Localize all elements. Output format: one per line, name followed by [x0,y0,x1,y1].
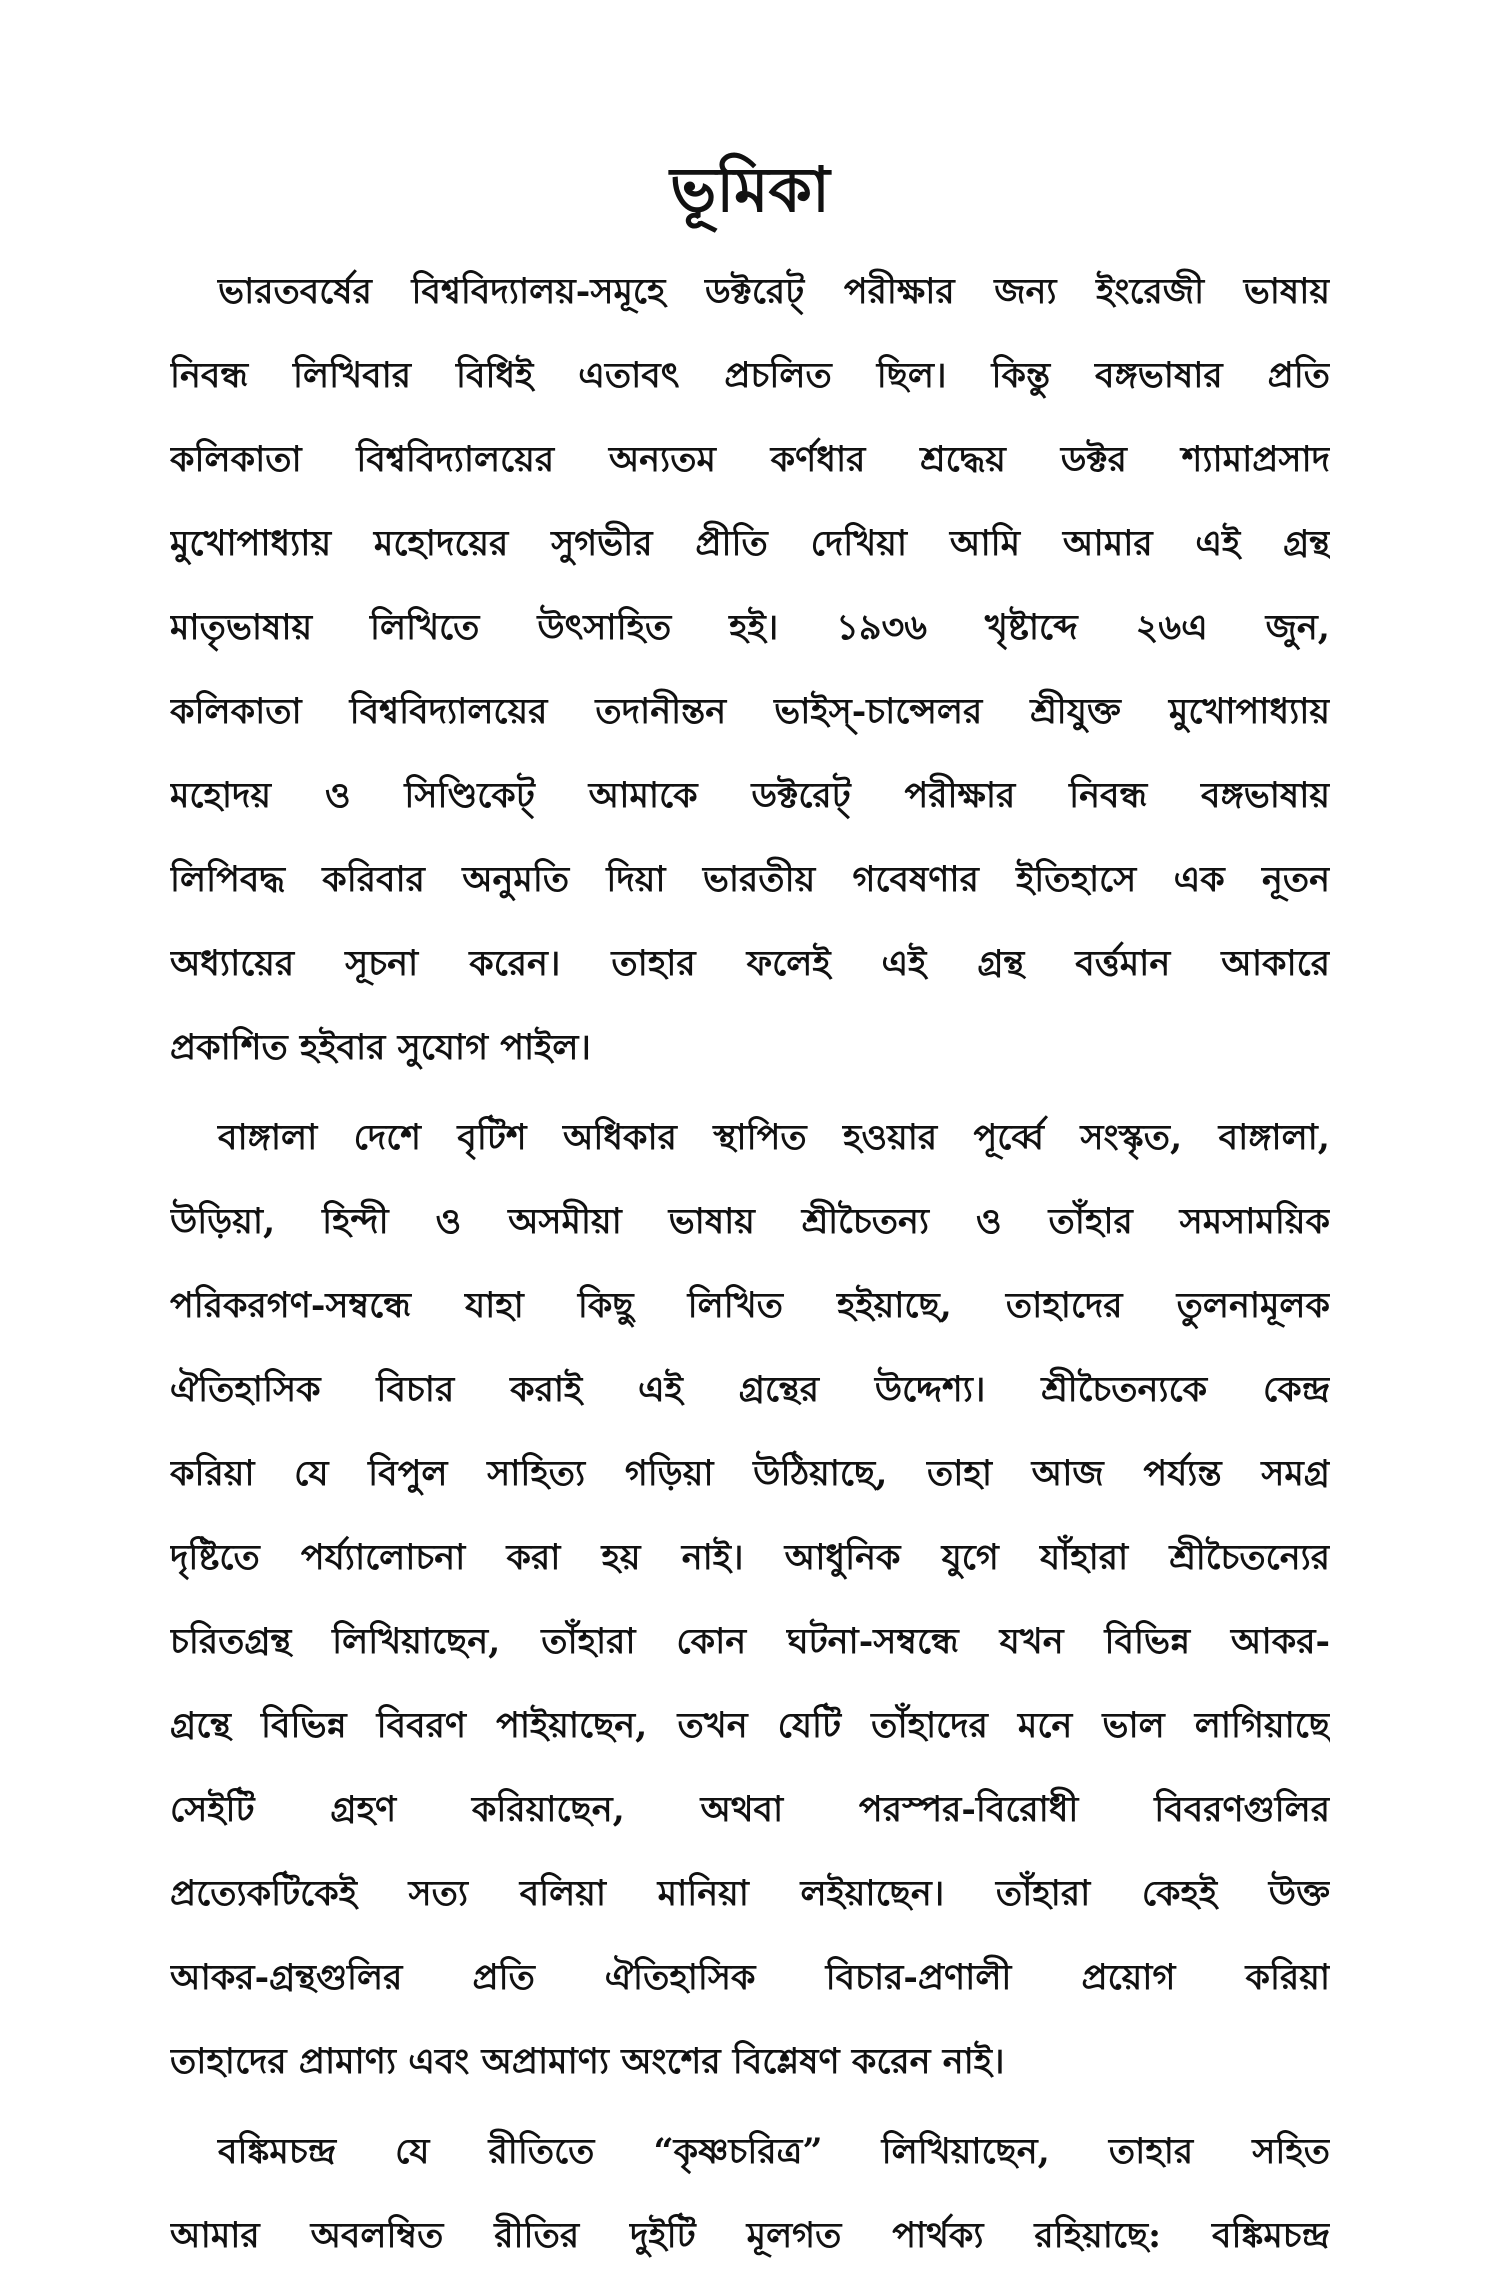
paragraph-2 [170,1096,1330,2104]
text-line: পরিকরগণ-সম্বন্ধে যাহা কিছু লিখিত হইয়াছে, তাহাদের তুলনামূলক [170,1285,1330,1326]
text-line: মহোদয় ও সিণ্ডিকেট্ আমাকে ডক্টরেট্ পরীক্ষার নিবন্ধ বঙ্গভাষায় [170,775,1330,816]
text-line: মাতৃভাষায় লিখিতে উৎসাহিত হই। ১৯৩৬ খৃষ্টাব্দে ২৬এ জুন, [170,607,1330,648]
text-line: আমার অবলম্বিত রীতির দুইটি মূলগত পার্থক্য রহিয়াছে: বঙ্কিমচন্দ্র [170,2215,1330,2256]
text-line: উড়িয়া, হিন্দী ও অসমীয়া ভাষায় শ্রীচৈতন্য ও তাঁহার সমসাময়িক [170,1201,1330,1242]
paragraph-1 [170,250,1330,1090]
paragraph-3 [170,2110,1330,2278]
text-line: ভারতবর্ষের বিশ্ববিদ্যালয়-সমূহে ডক্টরেট্ পরীক্ষার জন্য ইংরেজী ভাষায় [218,271,1330,312]
text-line: অধ্যায়ের সূচনা করেন। তাহার ফলেই এই গ্রন্থ বর্ত্তমান আকারে [170,943,1330,984]
page-title: ভূমিকা [670,153,830,226]
text-line: ঐতিহাসিক বিচার করাই এই গ্রন্থের উদ্দেশ্য। শ্রীচৈতন্যকে কেন্দ্র [170,1369,1330,1410]
text-line: কলিকাতা বিশ্ববিদ্যালয়ের তদানীন্তন ভাইস্-চান্সেলর শ্রীযুক্ত মুখোপাধ্যায় [170,691,1330,732]
text-line: বঙ্কিমচন্দ্র যে রীতিতে “কৃষ্ণচরিত্র” লিখিয়াছেন, তাহার সহিত [218,2131,1330,2172]
text-line: কলিকাতা বিশ্ববিদ্যালয়ের অন্যতম কর্ণধার শ্রদ্ধেয় ডক্টর শ্যামাপ্রসাদ [170,439,1330,480]
text-line: প্রকাশিত হইবার সুযোগ পাইল। [170,1027,591,1068]
text-line: চরিতগ্রন্থ লিখিয়াছেন, তাঁহারা কোন ঘটনা-সম্বন্ধে যখন বিভিন্ন আকর- [170,1621,1330,1662]
text-line: নিবন্ধ লিখিবার বিধিই এতাবৎ প্রচলিত ছিল। কিন্তু বঙ্গভাষার প্রতি [170,355,1330,396]
text-line: প্রত্যেকটিকেই সত্য বলিয়া মানিয়া লইয়াছেন। তাঁহারা কেহই উক্ত [170,1873,1330,1914]
text-line: বাঙ্গালা দেশে বৃটিশ অধিকার স্থাপিত হওয়ার পূর্ব্বে সংস্কৃত, বাঙ্গালা, [218,1117,1330,1158]
body-text [170,250,1330,2278]
text-line: লিপিবদ্ধ করিবার অনুমতি দিয়া ভারতীয় গবেষণার ইতিহাসে এক নূতন [170,859,1330,900]
text-line: তাহাদের প্রামাণ্য এবং অপ্রামাণ্য অংশের বিশ্লেষণ করেন নাই। [170,2041,1005,2082]
text-line: করিয়া যে বিপুল সাহিত্য গড়িয়া উঠিয়াছে, তাহা আজ পর্য্যন্ত সমগ্র [170,1453,1330,1494]
text-line: মুখোপাধ্যায় মহোদয়ের সুগভীর প্রীতি দেখিয়া আমি আমার এই গ্রন্থ [170,523,1330,564]
text-line: আকর-গ্রন্থগুলির প্রতি ঐতিহাসিক বিচার-প্রণালী প্রয়োগ করিয়া [170,1957,1330,1998]
text-line: দৃষ্টিতে পর্য্যালোচনা করা হয় নাই। আধুনিক যুগে যাঁহারা শ্রীচৈতন্যের [170,1537,1330,1578]
text-line: সেইটি গ্রহণ করিয়াছেন, অথবা পরস্পর-বিরোধী বিবরণগুলির [170,1789,1330,1830]
text-line: গ্রন্থে বিভিন্ন বিবরণ পাইয়াছেন, তখন যেটি তাঁহাদের মনে ভাল লাগিয়াছে [170,1705,1330,1746]
